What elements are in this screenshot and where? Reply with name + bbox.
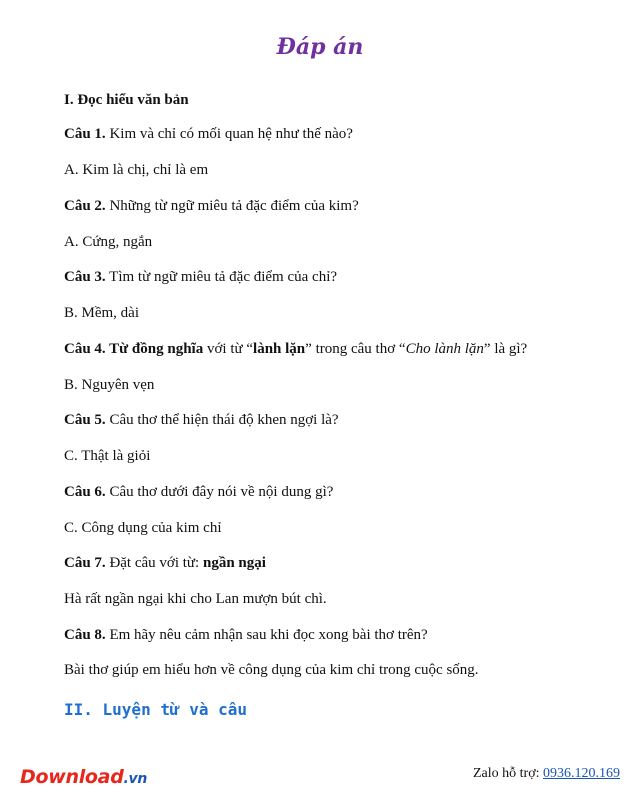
question-keyword: Từ đồng nghĩa [105,341,204,357]
question-text: Những từ ngữ miêu tả đặc điểm của kim? [105,198,359,214]
question-label: Câu 6. [64,484,106,500]
answer-1: A. Kim là chị, chỉ là em [64,162,209,178]
question-label: Câu 1. [64,126,106,142]
question-label: Câu 2. [64,198,106,214]
answer-5: C. Thật là giỏi [64,448,151,464]
question-text: Tìm từ ngữ miêu tả đặc điểm của chỉ? [105,269,338,285]
answer-4: B. Nguyên vẹn [64,377,155,393]
question-keyword: ngần ngại [202,555,266,571]
answer-3: B. Mềm, dài [64,305,139,321]
download-logo[interactable] [20,766,147,788]
question-text: ” trong câu thơ “ [305,341,406,357]
answer-6: C. Công dụng của kim chỉ [64,520,222,536]
question-text: Em hãy nêu cảm nhận sau khi đọc xong bài thơ trên? [105,627,428,643]
question-text: Câu thơ thể hiện thái độ khen ngợi là? [105,412,339,428]
question-label: Câu 5. [64,412,106,428]
answer-7: Hà rất ngần ngại khi cho Lan mượn bút chì. [64,591,327,607]
question-quote: Cho lành lặn [405,341,484,357]
question-5 [64,410,339,430]
question-3 [64,267,337,287]
answer-2: A. Cứng, ngắn [64,234,153,250]
answer-8: Bài thơ giúp em hiểu hơn về công dụng của kim chỉ trong cuộc sống. [64,662,479,678]
question-7 [64,553,266,573]
support-phone-link[interactable]: 0936.120.169 [543,766,620,781]
question-8 [64,625,428,645]
question-label: Câu 7. [64,555,106,571]
question-keyword: lành lặn [253,341,306,357]
support-label: Zalo hỗ trợ: [473,766,543,781]
question-text: với từ “ [203,341,254,357]
page-title: Đáp án [276,34,364,60]
section-heading-reading: I. Đọc hiểu văn bản [64,92,189,108]
question-4 [64,339,527,359]
question-6 [64,482,333,502]
question-label: Câu 8. [64,627,106,643]
question-1 [64,124,353,144]
question-2 [64,196,359,216]
support-info [473,766,620,782]
question-text: ” là gì? [483,341,528,357]
section-heading-vocabulary: II. Luyện từ và câu [64,700,248,719]
question-text: Câu thơ dưới đây nói về nội dung gì? [105,484,334,500]
question-label: Câu 3. [64,269,106,285]
question-text: Kim và chỉ có mối quan hệ như thế nào? [105,126,353,142]
logo-tld-text: .vn [123,771,148,787]
question-text: Đặt câu với từ: [105,555,203,571]
question-label: Câu 4. [64,341,106,357]
logo-main-text: Download [20,766,124,788]
